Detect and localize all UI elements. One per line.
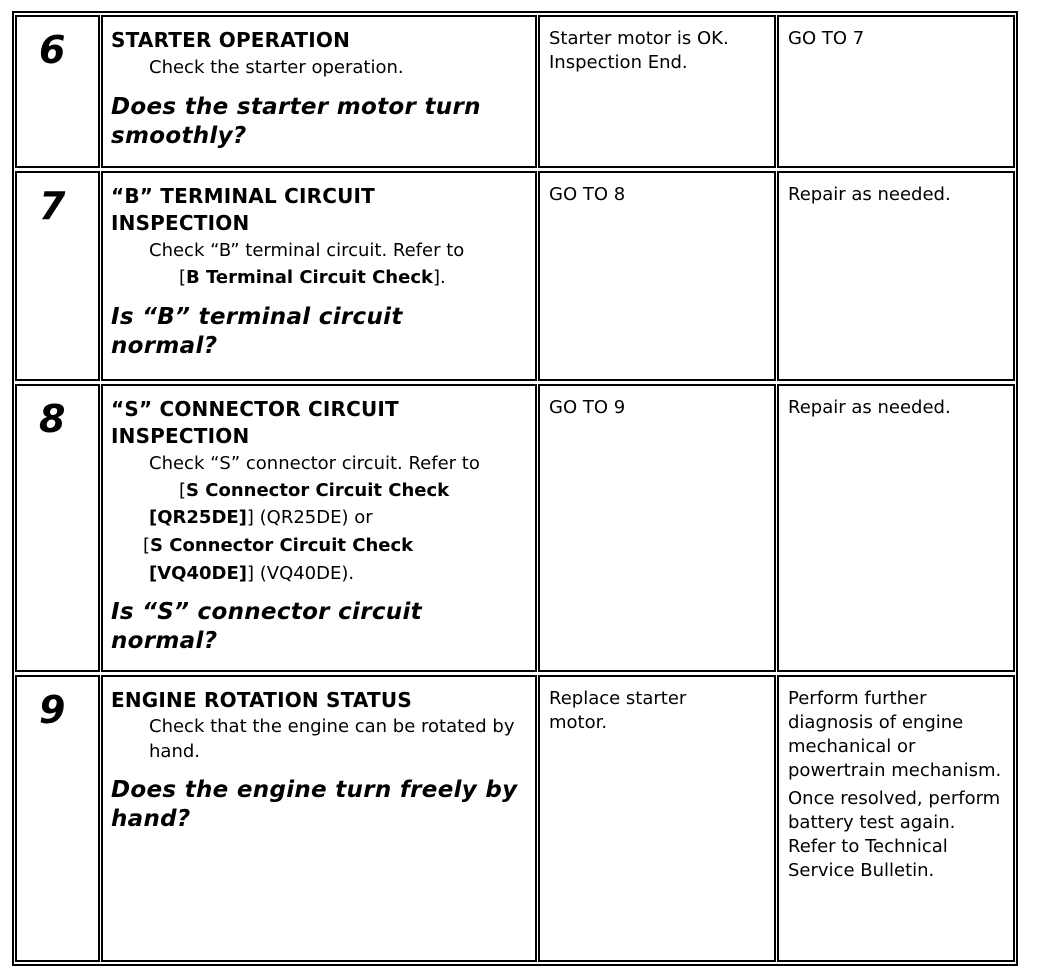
reference [179, 264, 527, 291]
step-6-yes-cell [538, 15, 776, 168]
no-result: Repair as needed. [788, 184, 951, 205]
step-instruction: Check the starter operation. [149, 57, 404, 78]
reference-2 [143, 532, 527, 560]
step-number: 8 [39, 397, 66, 441]
reference-1-cont [149, 504, 527, 532]
step-7-yes-cell [538, 171, 776, 381]
step-instruction: Check that the engine can be rotated by hand. [149, 716, 515, 762]
ref-bracket: [ [179, 267, 187, 288]
yes-result: GO TO 9 [549, 397, 626, 418]
yes-result: GO TO 8 [549, 184, 626, 205]
step-7-main-cell [101, 171, 537, 381]
no-result: Perform further diagnosis of engine mechanical or powertrain mechanism. [788, 688, 1002, 781]
no-result: Repair as needed. [788, 397, 951, 418]
step-8-yes-cell [538, 384, 776, 672]
step-question: Does the engine turn freely by hand? [111, 777, 518, 832]
step-instruction [143, 450, 527, 588]
instruction-text: Check “S” connector circuit. Refer to [149, 453, 480, 474]
step-6-no-cell [777, 15, 1015, 168]
step-7-no-cell [777, 171, 1015, 381]
step-9-yes-cell [538, 675, 776, 962]
step-question: Is “S” connector circuit normal? [111, 599, 422, 654]
step-question: Does the starter motor turn smoothly? [111, 94, 481, 149]
step-title: STARTER OPERATION [111, 28, 351, 52]
step-9-main-cell [101, 675, 537, 962]
step-9-number-cell [15, 675, 100, 962]
reference-2-cont [149, 560, 527, 588]
reference-1 [179, 477, 527, 504]
reference-link[interactable]: S Connector Circuit Check [186, 480, 450, 501]
reference-link[interactable]: [QR25DE] [149, 507, 247, 528]
yes-result: Replace starter motor. [549, 688, 687, 733]
step-6-main-cell [101, 15, 537, 168]
step-title: ENGINE ROTATION STATUS [111, 688, 412, 712]
no-result-followup: Once resolved, perform battery test again. Refer to Technical Service Bulletin. [788, 788, 1001, 881]
yes-result: Starter motor is OK. Inspection End. [549, 28, 729, 73]
step-9-no-cell [777, 675, 1015, 962]
step-title: “B” TERMINAL CIRCUIT INSPECTION [111, 184, 375, 235]
ref-bracket: [ [143, 535, 151, 556]
step-instruction [149, 237, 527, 291]
step-title: “S” CONNECTOR CIRCUIT INSPECTION [111, 397, 399, 448]
ref-suffix: ] (VQ40DE). [246, 563, 355, 584]
step-number: 9 [39, 688, 66, 732]
step-question: Is “B” terminal circuit normal? [111, 304, 403, 359]
reference-link[interactable]: B Terminal Circuit Check [186, 267, 433, 288]
instruction-text: Check “B” terminal circuit. Refer to [149, 240, 465, 261]
step-number: 7 [39, 184, 66, 228]
no-result: GO TO 7 [788, 28, 865, 49]
step-8-number-cell [15, 384, 100, 672]
step-6-number-cell [15, 15, 100, 168]
reference-link[interactable]: [VQ40DE] [149, 563, 247, 584]
step-number: 6 [39, 28, 66, 72]
step-7-number-cell [15, 171, 100, 381]
reference-link[interactable]: S Connector Circuit Check [150, 535, 414, 556]
step-8-main-cell [101, 384, 537, 672]
ref-bracket: ]. [432, 267, 446, 288]
step-8-no-cell [777, 384, 1015, 672]
ref-bracket: [ [179, 480, 187, 501]
ref-suffix: ] (QR25DE) or [246, 507, 373, 528]
